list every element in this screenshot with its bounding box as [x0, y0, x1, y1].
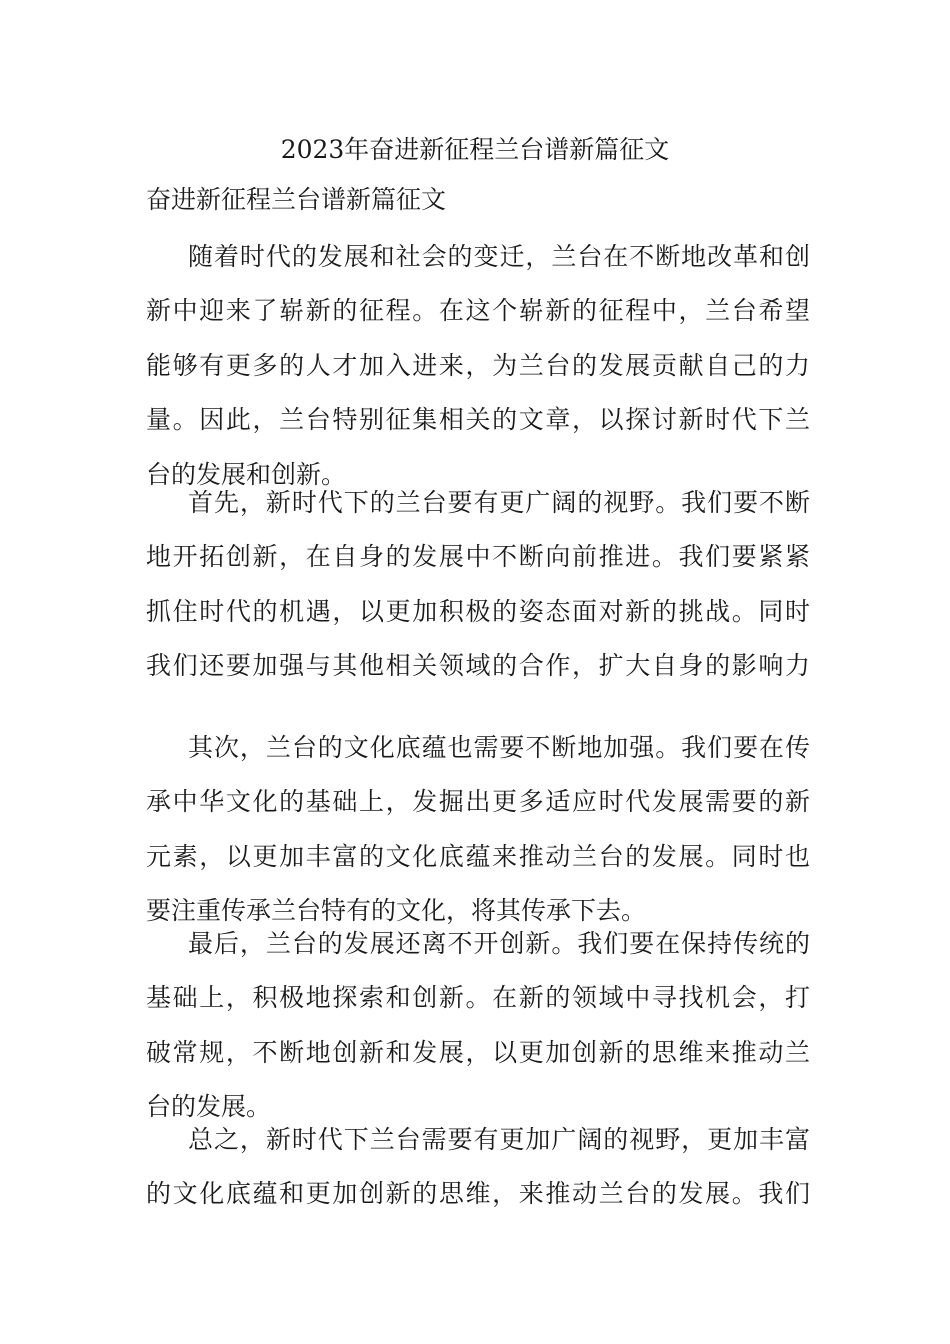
paragraph-line: 随着时代的发展和社会的变迁，兰台在不断地改革和创 [188, 242, 810, 271]
paragraph-line: 的文化底蕴和更加创新的思维，来推动兰台的发展。我们 [146, 1179, 810, 1209]
paragraph-line: 承中华文化的基础上，发掘出更多适应时代发展需要的新 [146, 787, 810, 817]
paragraph-5 [146, 1113, 810, 1222]
paragraph-1 [146, 230, 810, 502]
paragraph-line: 首先，新时代下的兰台要有更广阔的视野。我们要不断 [188, 488, 810, 517]
paragraph-2 [146, 476, 810, 694]
paragraph-line: 元素，以更加丰富的文化底蕴来推动兰台的发展。同时也 [146, 841, 810, 871]
paragraph-line: 要注重传承兰台特有的文化，将其传承下去。 [146, 896, 647, 926]
paragraph-line: 基础上，积极地探索和创新。在新的领域中寻找机会，打 [146, 983, 810, 1013]
paragraph-line: 其次，兰台的文化底蕴也需要不断地加强。我们要在传 [188, 733, 810, 762]
paragraph-line: 新中迎来了崭新的征程。在这个崭新的征程中，兰台希望 [146, 296, 810, 326]
paragraph-line: 破常规，不断地创新和发展，以更加创新的思维来推动兰 [146, 1037, 810, 1067]
document-title: 2023年奋进新征程兰台谱新篇征文 [280, 135, 670, 164]
paragraph-line: 台的发展和创新。 [146, 459, 347, 489]
paragraph-4 [146, 917, 810, 1135]
paragraph-line: 能够有更多的人才加入进来，为兰台的发展贡献自己的力 [146, 350, 810, 380]
paragraph-line: 抓住时代的机遇，以更加积极的姿态面对新的挑战。同时 [146, 596, 810, 626]
paragraph-line: 我们还要加强与其他相关领域的合作，扩大自身的影响力 [146, 651, 810, 681]
document-subtitle: 奋进新征程兰台谱新篇征文 [146, 185, 447, 214]
paragraph-line: 台的发展。 [146, 1092, 272, 1122]
paragraph-line: 量。因此，兰台特别征集相关的文章，以探讨新时代下兰 [146, 405, 810, 435]
paragraph-line: 最后，兰台的发展还离不开创新。我们要在保持传统的 [188, 929, 810, 958]
paragraph-line: 地开拓创新，在自身的发展中不断向前推进。我们要紧紧 [146, 542, 810, 572]
paragraph-3 [146, 721, 810, 939]
paragraph-line: 总之，新时代下兰台需要有更加广阔的视野，更加丰富 [188, 1125, 810, 1154]
